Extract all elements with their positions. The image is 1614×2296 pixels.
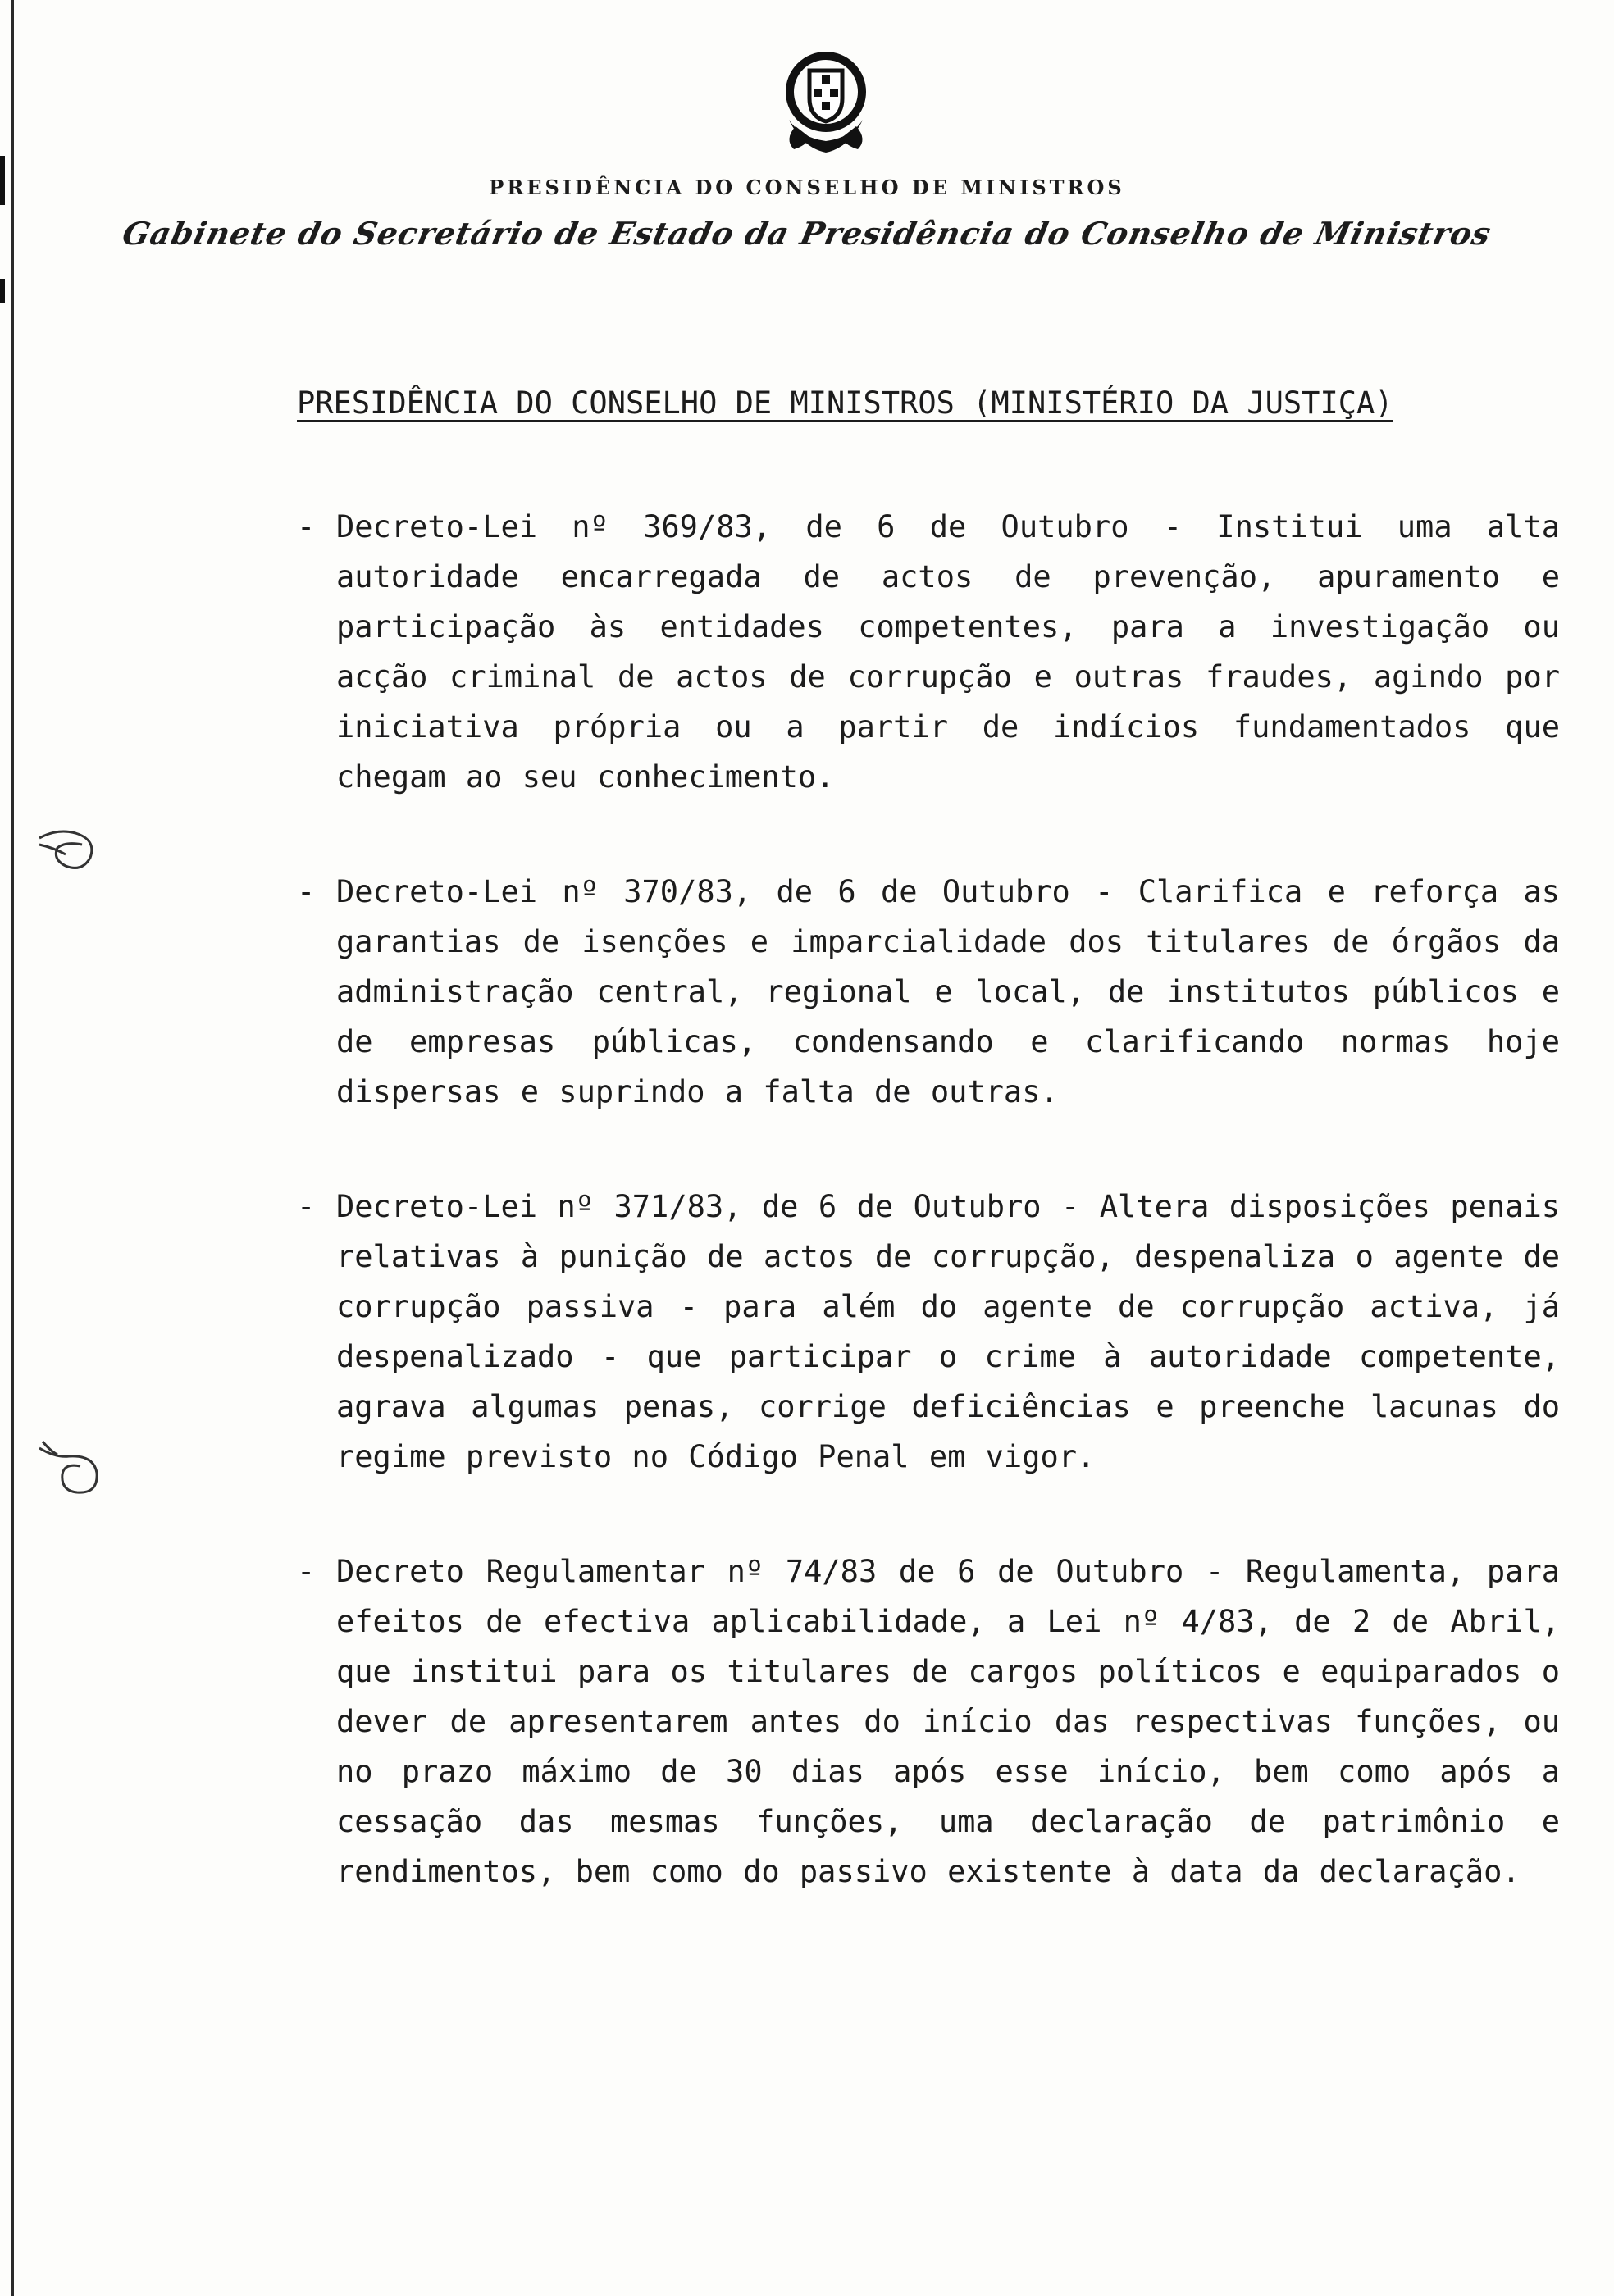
scan-edge-line <box>11 0 14 2296</box>
decree-entry <box>297 502 1560 802</box>
entry-text: Decreto-Lei nº 371/83, de 6 de Outubro - Altera disposições penais relativas à punição de actos de corrupção, despenaliza o agente de corrupção passiva - para além do agente de corrupção activa, já despenalizado - que participar o crime à autoridade competente, agrava algumas penas, corrige deficiências e preenche lacunas do regime previsto no Código Penal em vigor. <box>336 1189 1560 1474</box>
decree-entry <box>297 1182 1560 1482</box>
entry-bullet: - <box>297 1554 316 1589</box>
organization-header: PRESIDÊNCIA DO CONSELHO DE MINISTROS <box>489 175 1125 199</box>
decree-entry <box>297 1547 1560 1897</box>
scan-edge-mark <box>0 279 5 303</box>
entry-text: Decreto-Lei nº 370/83, de 6 de Outubro - Clarifica e reforça as garantias de isenções e imparcialidade dos titulares de órgãos da administração central, regional e local, de institutos públicos e de empresas públicas, condensando e clarificando normas hoje dispersas e suprindo a falta de outras. <box>336 874 1560 1109</box>
entry-bullet: - <box>297 874 316 909</box>
section-title: PRESIDÊNCIA DO CONSELHO DE MINISTROS (MINISTÉRIO DA JUSTIÇA) <box>297 385 1393 421</box>
entry-bullet: - <box>297 509 316 544</box>
decree-entry <box>297 867 1560 1117</box>
punch-hole-icon <box>33 1433 115 1499</box>
cabinet-script-header: Gabinete do Secretário de Estado da Presidência do Conselho de Ministros <box>119 215 1495 252</box>
entry-bullet: - <box>297 1189 316 1224</box>
punch-hole-icon <box>33 812 115 877</box>
coat-of-arms-icon <box>777 41 874 164</box>
entry-text: Decreto Regulamentar nº 74/83 de 6 de Outubro - Regulamenta, para efeitos de efectiva aplicabilidade, a Lei nº 4/83, de 2 de Abril, que institui para os titulares de cargos políticos e equiparados o dever de apresentarem antes do início das respectivas funções, ou no prazo máximo de 30 dias após esse início, bem como após a cessação das mesmas funções, uma declaração de patrimônio e rendimentos, bem como do passivo existente à data da declaração. <box>336 1554 1560 1889</box>
entry-text: Decreto-Lei nº 369/83, de 6 de Outubro - Institui uma alta autoridade encarregada de actos de prevenção, apuramento e participação às entidades competentes, para a investigação ou acção criminal de actos de corrupção e outras fraudes, agindo por iniciativa própria ou a partir de indícios fundamentados que chegam ao seu conhecimento. <box>336 509 1560 795</box>
decree-list <box>297 502 1560 1961</box>
